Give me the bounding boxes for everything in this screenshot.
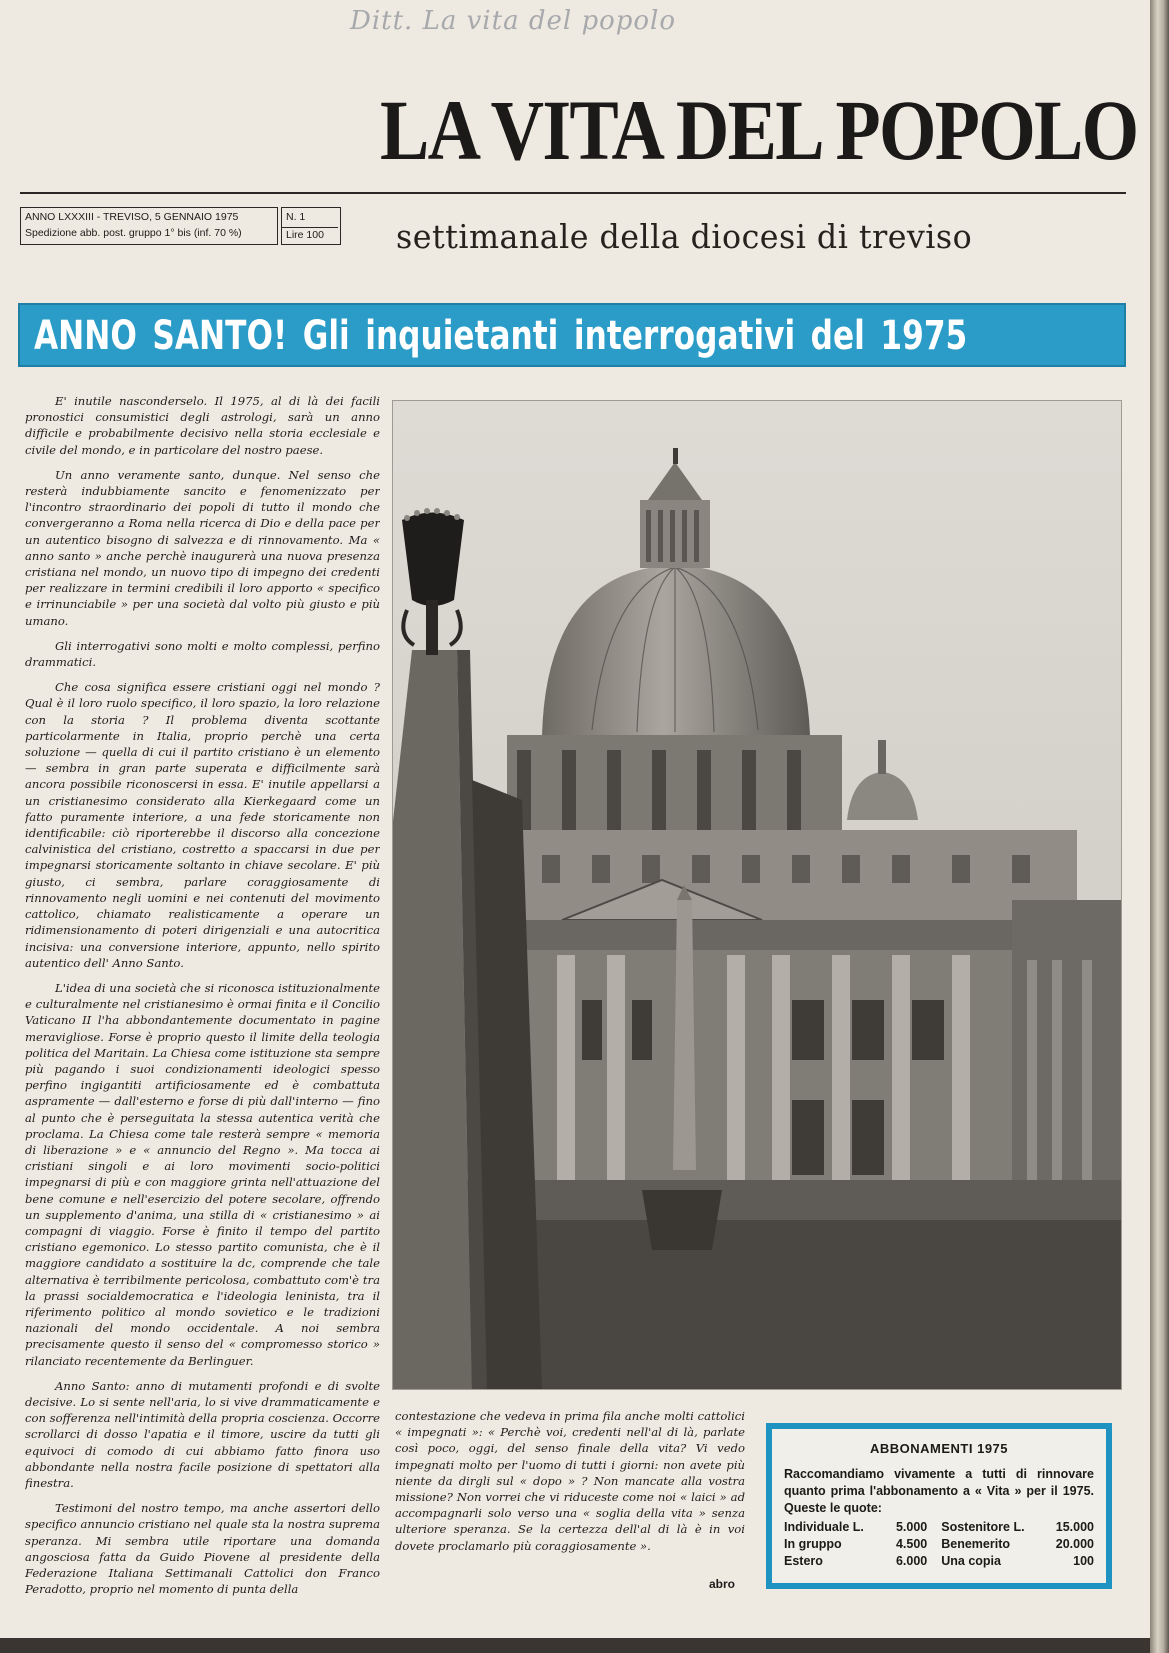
basilica-illustration [392, 400, 1122, 1390]
paragraph: E' inutile nasconderselo. Il 1975, al di là dei facili pronostici consumistici degli astrologi, sarà un anno difficile e probabilmente decisivo nella storia ecclesiale e civile del mondo, e in particolare del nostro paese. [25, 394, 380, 457]
paragraph: Anno Santo: anno di mutamenti profondi e di svolte decisive. Lo si sente nell'aria, lo si vive drammaticamente e con sofferenza nell'intimità della propria coscienza. Occorre scrollarci di dosso l'apatia e il timore, uscire da tutti gli equivoci di comodo di cui abbiamo fatto finora uso abbondante nella nostra facile posizione di spettatori alla finestra. [25, 1378, 380, 1490]
rate-value: 5.000 [895, 1520, 928, 1534]
pencil-annotation: Ditt. La vita del popolo [350, 6, 677, 36]
rate-value: 6.000 [895, 1554, 928, 1568]
article-column-1 [25, 393, 380, 1623]
headline-banner [18, 303, 1126, 367]
paragraph: Testimoni del nostro tempo, ma anche assertori dello specifico annuncio cristiano nel quale sta la nostra suprema speranza. Mi sembra utile riportare una domanda angosciosa fatta da Guido Piovene al presidente della Federazione Italiana Settimanali Cattolici don Franco Peradotto, proprio nel momento di punta della [25, 1501, 380, 1597]
rate-label: Individuale L. [784, 1520, 864, 1534]
masthead-title: LA VITA DEL POPOLO [380, 82, 1138, 178]
page-stack-edge [1150, 0, 1169, 1653]
rate-label: Una copia [941, 1554, 1001, 1568]
table-row [784, 1519, 1094, 1536]
paragraph: contestazione che vedeva in prima fila anche molti cattolici « impegnati »: « Perchè voi, credenti nell'al di là, parlate così poco, oggi, del senso finale della vita? Vi vedo impegnati molto per l'uomo di tutti i giorni: non avete più niente da dirgli sul « dopo » ? Non mancate alla vostra missione? Non vorrei che vi riduceste come noi « laici » ad accompagnarli solo verso una « soglia della vita » senza ulteriore speranza. Se la certezza dell'al di là è in voi dovete proclamarlo più coraggiosamente ». [395, 1409, 745, 1553]
paragraph: Un anno veramente santo, dunque. Nel senso che resterà indubbiamente sancito e fenomenizzato per l'incontro straordinario dei popoli di tutto il mondo che convergeranno a Roma nella ricerca di Dio e della pace per un autentico bisogno di salvezza e di rinnovamento. Ma « anno santo » anche perchè inaugurerà una nuova presenza cristiana nel mondo, un nuovo tipo di impegno dei credenti per realizzare in termini credibili il loro apporto « specifico e irrinunciabile » per una società dal volto più giusto e più umano. [25, 467, 380, 628]
rate-label: Sostenitore L. [941, 1520, 1025, 1534]
article-column-2 [395, 1408, 745, 1588]
table-row [784, 1536, 1094, 1553]
scan-edge [0, 1638, 1150, 1653]
st-peters-basilica-photo [392, 400, 1122, 1390]
postal-info: Spedizione abb. post. gruppo 1° bis (inf. 70 %) [25, 227, 242, 239]
rate-value: 4.500 [895, 1537, 928, 1551]
rate-label: Benemerito [941, 1537, 1011, 1551]
issue-info-box [20, 207, 278, 245]
issue-price: Lire 100 [282, 227, 338, 242]
rate-value: 100 [1073, 1554, 1094, 1568]
rate-value: 15.000 [1055, 1520, 1094, 1534]
table-row [784, 1553, 1094, 1570]
issue-number-box [281, 207, 341, 245]
rate-label: In gruppo [784, 1537, 842, 1551]
subscriptions-box [766, 1423, 1112, 1589]
paragraph: Gli interrogativi sono molti e molto complessi, perfino drammatici. [25, 638, 380, 670]
subscriptions-description: Raccomandiamo vivamente a tutti di rinnovare quanto prima l'abbonamento a « Vita » per il 1975. Queste le quote: [784, 1467, 1094, 1515]
article-signature: abro [709, 1577, 736, 1591]
rate-label: Estero [784, 1554, 823, 1568]
issue-number: N. 1 [286, 211, 306, 223]
rate-value: 20.000 [1055, 1537, 1094, 1551]
subscription-rates-table [784, 1519, 1094, 1570]
subscriptions-title: ABBONAMENTI 1975 [869, 1441, 1009, 1456]
paragraph: L'idea di una società che si riconosca istituzionalmente e culturalmente nel cristianesimo è ormai finita e il Concilio Vaticano II l'ha abbondantemente documentato in pagine meravigliose. Forse è proprio questo il limite della teologia politica del Maritain. La Chiesa come istituzione sta sempre più pagando i suoi condizionamenti ideologici spesso perfino ingigantiti artificiosamente ed è combattuta aspramente — dall'esterno e forse di più dall'interno — fino al punto che è perseguitata la stessa autentica verità che proclama. La Chiesa come tale resterà sempre « memoria di liberazione » e « annuncio del Regno ». Ma tocca ai cristiani singoli e ai loro movimenti socio-politici impegnarsi di più e con maggiore grinta nell'attuazione del bene comune e nell'esercizio del potere secolare, offrendo un supplemento d'anima, una stilla di « cristianesimo » ai compagni di viaggio. Forse è finito il tempo del partito cristiano egemonico. Lo stesso partito comunista, che è il maggiore candidato a sostituire la dc, comprende che tale alternativa è terribilmente pericolosa, combattuto com'è tra la prassi socialdemocratica e l'ideologia leninista, tra il riferimento politico al mondo sovietico e le tradizioni nazionali del mondo occidentale. A noi sembra precisamente questo il senso del « compromesso storico » rilanciato recentemente da Berlinguer. [25, 980, 380, 1368]
headline: ANNO SANTO! Gli inquietanti interrogativi del 1975 [34, 313, 968, 359]
paragraph: Che cosa significa essere cristiani oggi nel mondo ? Qual è il loro ruolo specifico, il loro spazio, la loro relazione con la storia ? Il problema diventa scottante particolarmente in Italia, proprio perchè una certa soluzione — quella di cui il partito cristiano è un elemento — sembra in gran parte superata e difficilmente sarà ancora possibile riconoscersi in essa. E' inutile appellarsi a un cristianesimo considerato alla Kierkegaard come un fatto puramente interiore, a una fede storicamente non identificabile: ciò riporterebbe il discorso alla concezione calvinistica del cristiano, costretto a spaccarsi in due per impegnarsi storicamente soltanto in chiave secolare. E' più giusto, ci sembra, parlare coraggiosamente di rinnovamento negli uomini e nei contenuti del movimento cattolico, chiamato realisticamente a operare un ridimensionamento di poteri dirigenziali e una autocritica incisiva: una conversione interiore, appunto, nello spirito autentico dell' Anno Santo. [25, 680, 380, 970]
masthead-subtitle: settimanale della diocesi di treviso [396, 217, 973, 256]
issue-date: ANNO LXXXIII - TREVISO, 5 GENNAIO 1975 [25, 211, 239, 223]
masthead-rule [20, 192, 1126, 194]
